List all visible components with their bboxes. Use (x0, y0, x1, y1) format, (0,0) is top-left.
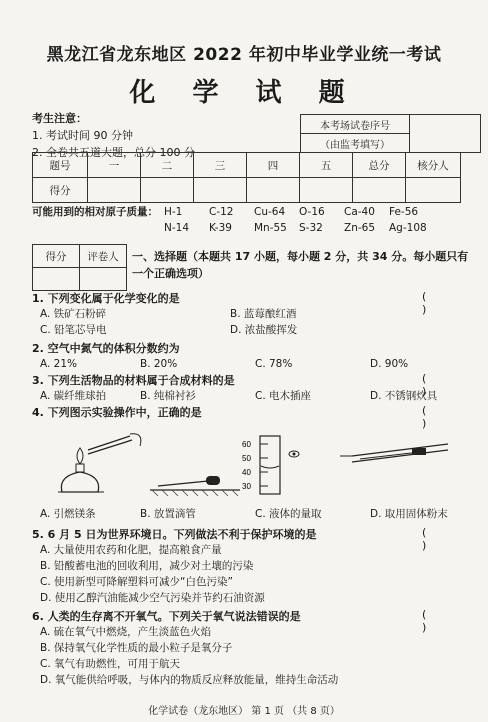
seat-number-box (300, 114, 481, 153)
option-b[interactable]: B. 纯棉衬衫 (140, 390, 196, 402)
question-1 (32, 290, 472, 338)
score-header-cell: 题号 (33, 153, 88, 178)
answer-blank[interactable]: ( ) (422, 404, 471, 430)
score-header-cell: 二 (141, 153, 194, 178)
question-5 (32, 526, 472, 606)
option-a[interactable]: A. 大量使用农药和化肥，提高粮食产量 (40, 544, 222, 556)
question-stem: 6. 人类的生存离不开氧气。下列关于氧气说法错误的是 (32, 610, 301, 623)
figure-c-graduated-cylinder (242, 436, 299, 494)
grader-name-label: 评卷人 (80, 245, 127, 268)
answer-blank[interactable]: ( ) (422, 372, 471, 398)
question-4-figures (40, 426, 460, 502)
score-table (32, 152, 461, 203)
atomic-mass: Cu-64 (254, 206, 286, 218)
question-6 (32, 608, 472, 692)
atomic-masses (32, 204, 434, 236)
option-b[interactable]: B. 20% (140, 358, 178, 370)
question-stem: 4. 下列图示实验操作中，正确的是 (32, 406, 202, 419)
atomic-mass: Zn-65 (344, 222, 375, 234)
section-1-instructions: 一、选择题（本题共 17 小题，每小题 2 分，共 34 分。每小题只有一个正确选项） (132, 250, 469, 280)
atomic-mass: Ag-108 (389, 222, 427, 234)
question-stem: 2. 空气中氮气的体积分数约为 (32, 342, 180, 355)
option-d[interactable]: D. 氧气能供给呼吸，与体内的物质反应释放能量，维持生命活动 (40, 674, 339, 686)
seat-number-field[interactable] (410, 115, 481, 153)
option-a[interactable]: A. 21% (40, 358, 78, 370)
figure-b-dropper (150, 476, 240, 496)
option-d[interactable]: D. 90% (370, 358, 409, 370)
atomic-mass: S-32 (299, 222, 323, 234)
option-c[interactable]: C. 液体的量取 (255, 508, 322, 520)
option-a[interactable]: A. 碳纤维球拍 (40, 390, 107, 402)
score-row-label: 得分 (33, 178, 88, 203)
score-cell[interactable] (247, 178, 300, 203)
option-a[interactable]: A. 硫在氧气中燃烧，产生淡蓝色火焰 (40, 626, 212, 638)
score-cell[interactable] (88, 178, 141, 203)
score-table-header (33, 153, 461, 178)
atomic-mass: O-16 (299, 206, 325, 218)
exam-title: 黑龙江省龙东地区 2022 年初中毕业学业统一考试 (46, 45, 442, 65)
option-d[interactable]: D. 浓盐酸挥发 (230, 324, 298, 336)
atomic-mass: H-1 (164, 206, 183, 218)
option-d[interactable]: D. 取用固体粉末 (370, 508, 448, 520)
notes-line-2: 2. 全卷共五道大题，总分 100 分 (32, 146, 195, 159)
question-stem: 5. 6 月 5 日为世界环境日。下列做法不利于保护环境的是 (32, 528, 317, 541)
question-stem: 1. 下列变化属于化学变化的是 (32, 292, 180, 305)
grader-name-field[interactable] (80, 268, 127, 291)
cylinder-tick-label: 60 (242, 440, 251, 449)
cylinder-tick-label: 50 (242, 454, 251, 463)
option-c[interactable]: C. 78% (255, 358, 293, 370)
score-header-cell: 五 (300, 153, 353, 178)
option-b[interactable]: B. 铅酸蓄电池的回收利用，减少对土壤的污染 (40, 560, 254, 572)
score-header-cell: 四 (247, 153, 300, 178)
score-header-cell: 总分 (353, 153, 406, 178)
option-c[interactable]: C. 电木插座 (255, 390, 312, 402)
answer-blank[interactable]: ( ) (422, 526, 471, 552)
score-table-row (33, 178, 461, 203)
option-b[interactable]: B. 放置滴管 (140, 508, 196, 520)
option-c[interactable]: C. 铅笔芯导电 (40, 324, 107, 336)
question-2 (32, 340, 472, 372)
grader-score-field[interactable] (33, 268, 80, 291)
score-cell[interactable] (300, 178, 353, 203)
notes-heading: 考生注意： (32, 112, 87, 125)
question-3 (32, 372, 472, 404)
seat-number-label: 本考场试卷序号 (301, 115, 410, 134)
score-header-cell: 一 (88, 153, 141, 178)
atomic-mass: K-39 (209, 222, 232, 234)
seat-number-note: （由监考填写） (301, 134, 410, 153)
answer-blank[interactable]: ( ) (422, 608, 471, 634)
question-4-options (32, 506, 472, 522)
score-cell[interactable] (353, 178, 406, 203)
answer-blank[interactable]: ( ) (422, 290, 471, 316)
option-a[interactable]: A. 引燃镁条 (40, 508, 96, 520)
option-a[interactable]: A. 铁矿石粉碎 (40, 308, 107, 320)
subject-title: 化 学 试 题 (129, 78, 359, 108)
score-cell[interactable] (194, 178, 247, 203)
grader-box (32, 244, 127, 291)
cylinder-tick-label: 40 (242, 468, 251, 477)
page-footer: 化学试卷（龙东地区） 第 1 页 （共 8 页） (148, 706, 340, 717)
atomic-mass: N-14 (164, 222, 190, 234)
option-b[interactable]: B. 保持氧气化学性质的最小粒子是氧分子 (40, 642, 233, 654)
question-stem: 3. 下列生活物品的材料属于合成材料的是 (32, 374, 235, 387)
atomic-masses-label: 可能用到的相对原子质量： (32, 206, 158, 218)
option-b[interactable]: B. 蓝莓酿红酒 (230, 308, 297, 320)
score-cell[interactable] (141, 178, 194, 203)
option-c[interactable]: C. 使用新型可降解塑料可减少“白色污染” (40, 576, 233, 588)
atomic-mass: Ca-40 (344, 206, 375, 218)
grader-score-label: 得分 (33, 245, 80, 268)
option-c[interactable]: C. 氧气有助燃性，可用于航天 (40, 658, 181, 670)
figure-a-lighting-magnesium (58, 434, 141, 492)
figure-d-powder-tube (340, 444, 448, 462)
atomic-mass: C-12 (209, 206, 234, 218)
option-d[interactable]: D. 使用乙醇汽油能减少空气污染并节约石油资源 (40, 592, 265, 604)
atomic-mass: Mn-55 (254, 222, 287, 234)
score-cell[interactable] (406, 178, 461, 203)
option-d[interactable]: D. 不锈钢炊具 (370, 390, 438, 402)
score-header-cell: 核分人 (406, 153, 461, 178)
atomic-mass: Fe-56 (389, 206, 419, 218)
cylinder-tick-label: 30 (242, 482, 251, 491)
score-header-cell: 三 (194, 153, 247, 178)
notes-line-1: 1. 考试时间 90 分钟 (32, 129, 133, 142)
